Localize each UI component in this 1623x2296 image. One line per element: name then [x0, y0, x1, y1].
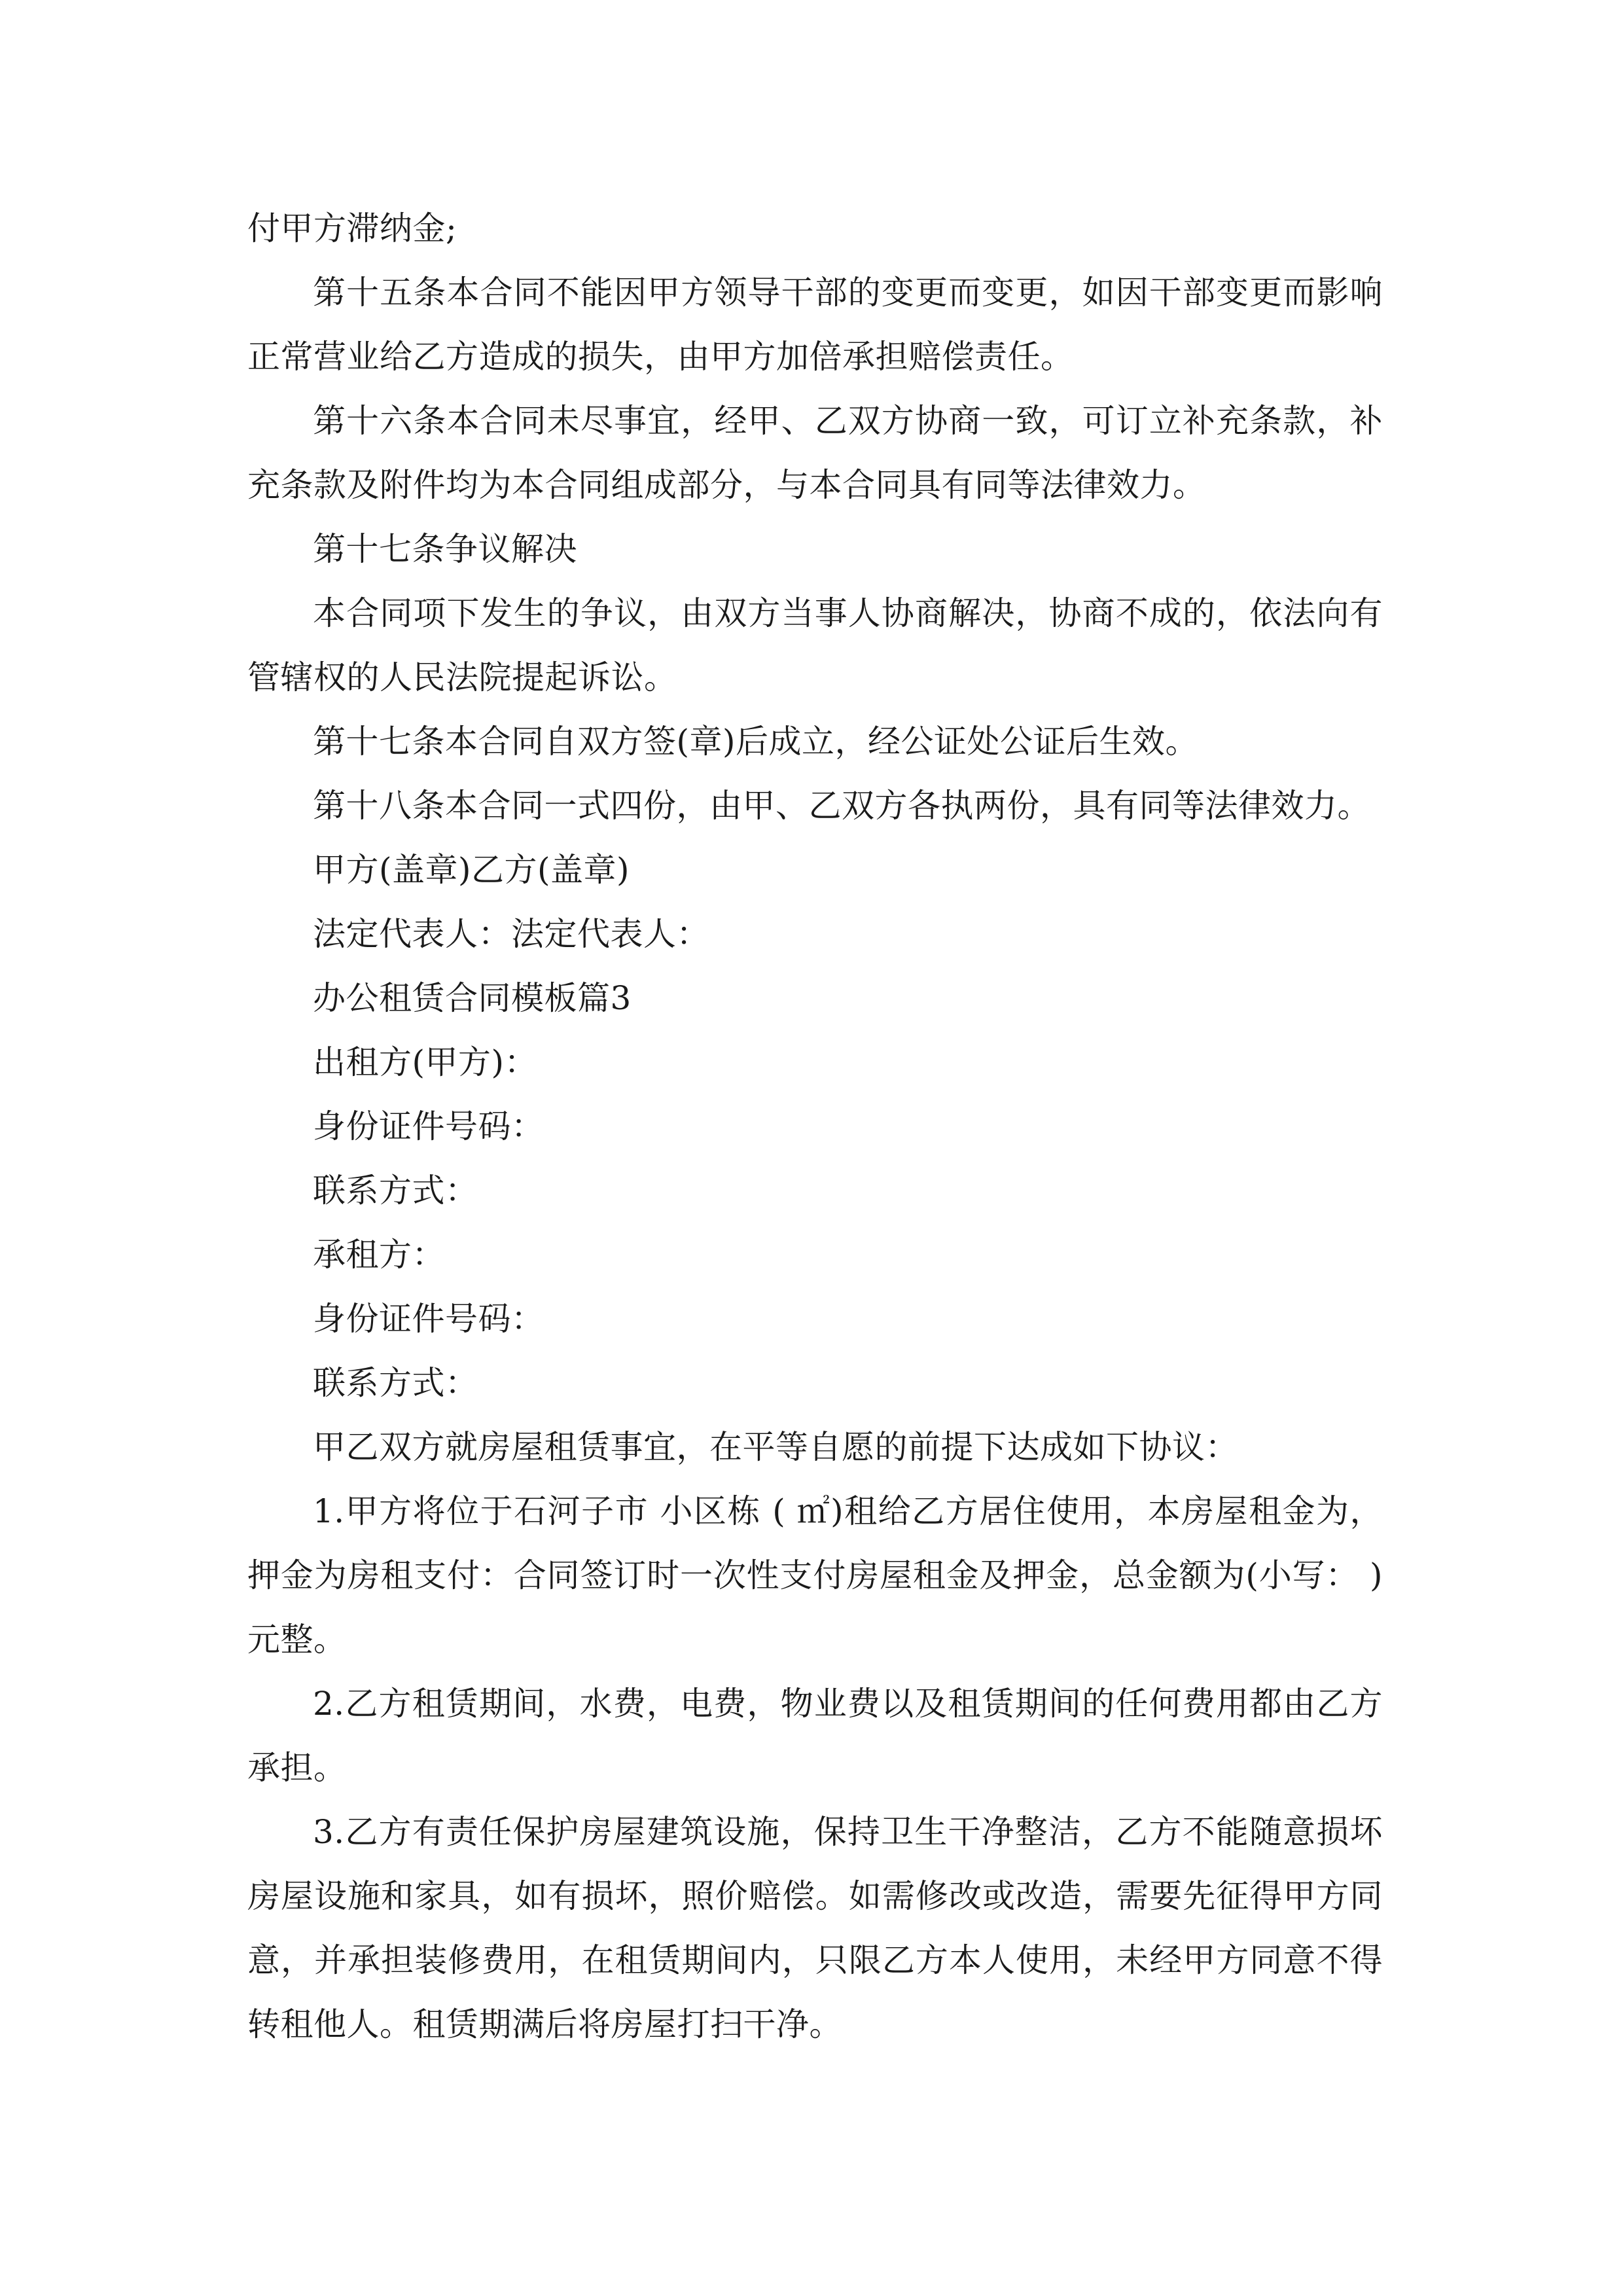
paragraph-10: 办公租赁合同模板篇3 [313, 979, 632, 1017]
paragraph-13: 联系方式： [313, 1172, 478, 1210]
paragraph-11: 出租方(甲方)： [313, 1043, 538, 1081]
paragraph-2: 第十五条本合同不能因甲方领导干部的变更而变更，如因干部变更而影响正常营业给乙方造成的损失，由甲方加倍承担赔偿责任。 [247, 274, 1383, 376]
paragraph-6: 第十七条本合同自双方签(章)后成立，经公证处公证后生效。 [313, 723, 1199, 761]
paragraph-4: 第十七条争议解决 [313, 530, 577, 568]
paragraph-5: 本合同项下发生的争议，由双方当事人协商解决，协商不成的，依法向有管辖权的人民法院提起诉讼。 [247, 594, 1383, 696]
paragraph-20: 3.乙方有责任保护房屋建筑设施，保持卫生干净整洁，乙方不能随意损坏房屋设施和家具，如有损坏，照价赔偿。如需修改或改造，需要先征得甲方同意，并承担装修费用，在租赁期间内，只限乙方本人使用，未经甲方同意不得转租他人。租赁期满后将房屋打扫干净。 [247, 1813, 1383, 2043]
paragraph-3: 第十六条本合同未尽事宜，经甲、乙双方协商一致，可订立补充条款，补充条款及附件均为本合同组成部分，与本合同具有同等法律效力。 [247, 402, 1383, 504]
paragraph-18: 1.甲方将位于石河子市 小区栋 ( ㎡)租给乙方居住使用，本房屋租金为，押金为房租支付：合同签订时一次性支付房屋租金及押金，总金额为(小写： ) 元整。 [247, 1492, 1383, 1659]
paragraph-7: 第十八条本合同一式四份，由甲、乙双方各执两份，具有同等法律效力。 [313, 787, 1370, 825]
paragraph-17: 甲乙双方就房屋租赁事宜，在平等自愿的前提下达成如下协议： [313, 1428, 1238, 1466]
paragraph-12: 身份证件号码： [313, 1107, 544, 1145]
paragraph-1: 付甲方滞纳金; [247, 209, 457, 247]
paragraph-8: 甲方(盖章)乙方(盖章) [313, 851, 630, 889]
paragraph-15: 身份证件号码： [313, 1300, 544, 1338]
document-body [247, 196, 1383, 2056]
paragraph-19: 2.乙方租赁期间，水费，电费，物业费以及租赁期间的任何费用都由乙方承担。 [247, 1685, 1383, 1787]
paragraph-9: 法定代表人：法定代表人： [313, 915, 709, 953]
paragraph-14: 承租方： [313, 1236, 445, 1274]
paragraph-16: 联系方式： [313, 1364, 478, 1402]
